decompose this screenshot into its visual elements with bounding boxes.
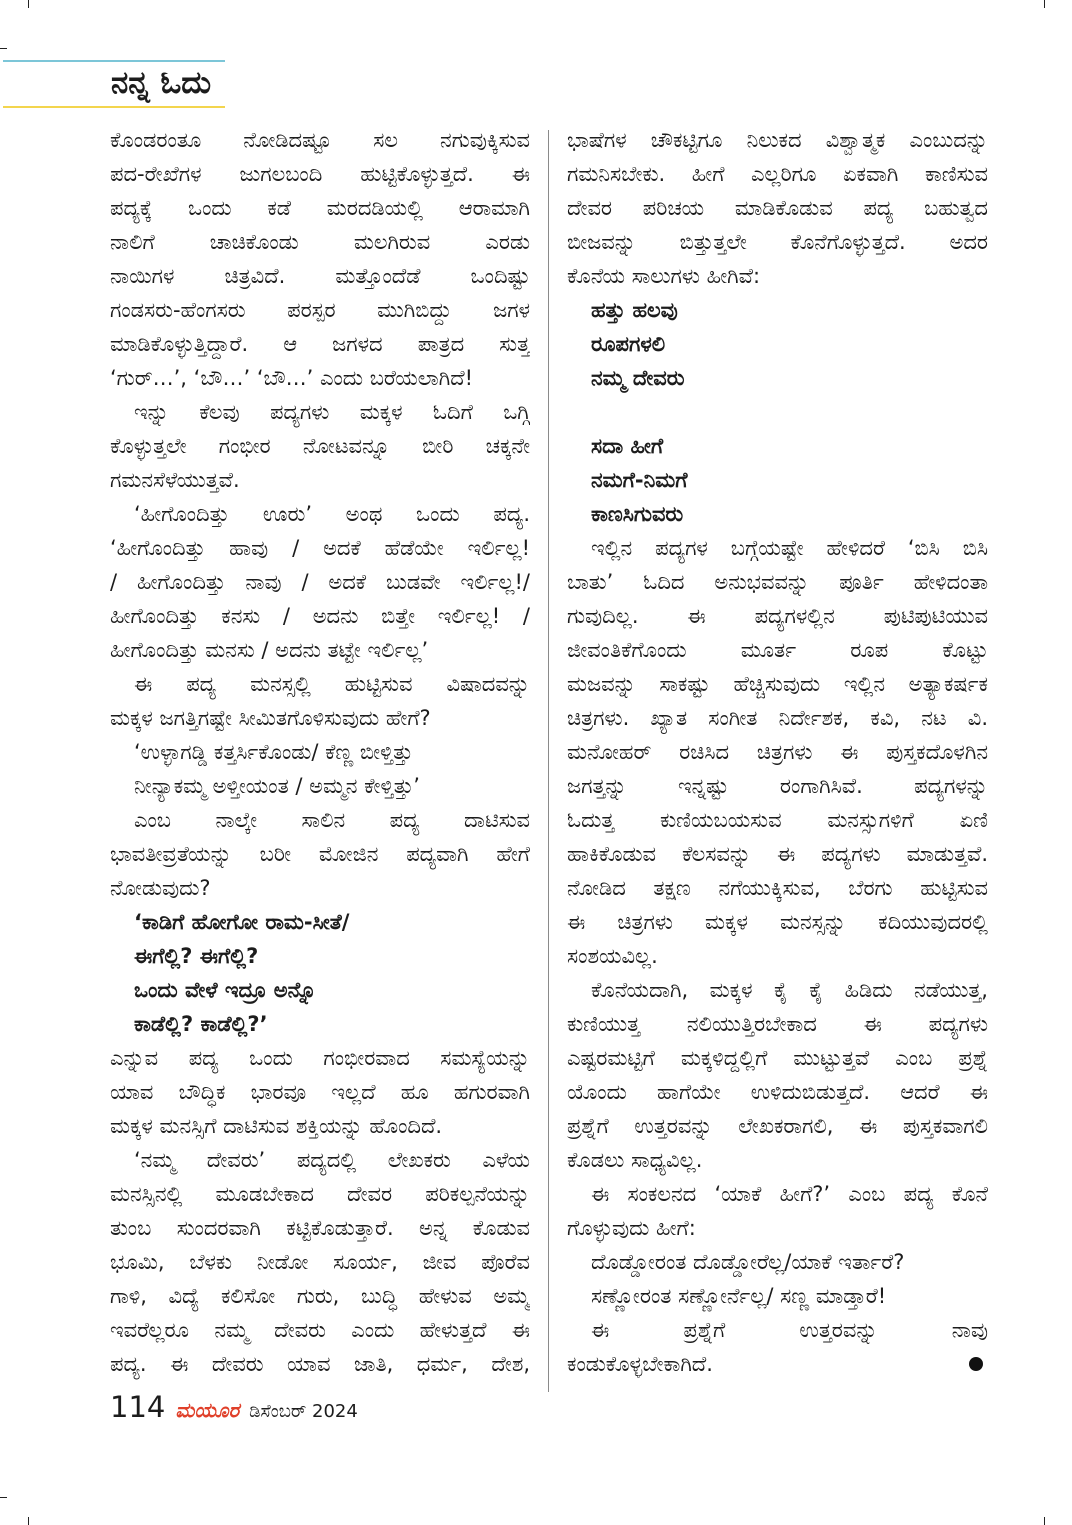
paragraph [567,531,988,973]
verse-line: ಈಗೆಲ್ಲಿ? ಈಗೆಲ್ಲಿ? [134,944,259,968]
magazine-logo: ಮಯೂರ [175,1398,240,1422]
text-line: ನಾಯಿಗಳ ಚಿತ್ರವಿದೆ. ಮತ್ತೊಂದೆಡೆ ಒಂದಿಷ್ಟು [110,264,530,288]
text-line: ಎನ್ನುವ ಪದ್ಯ ಒಂದು ಗಂಭೀರವಾದ ಸಮಸ್ಯೆಯನ್ನು [110,1046,530,1070]
text-line: ಗಮನಸೆಳೆಯುತ್ತವೆ. [110,468,240,492]
article-end-bullet-icon [969,1357,983,1371]
text-line: ‘ಹೀಗೊಂದಿತ್ತು ಹಾವು / ಅದಕೆ ಹೆಡೆಯೇ ಇರ್ಲಿಲ್ಲ! [110,536,530,560]
left-column [110,123,530,1381]
text-line: ಜಗತ್ತನ್ನು ಇನ್ನಷ್ಟು ರಂಗಾಗಿಸಿವೆ. ಪದ್ಯಗಳನ್ನು [567,774,988,798]
text-line: / ಹೀಗೊಂದಿತ್ತು ನಾವು / ಅದಕೆ ಬುಡವೇ ಇರ್ಲಿಲ್ಲ!/ [110,570,530,594]
text-line: ಮಜವನ್ನು ಸಾಕಷ್ಟು ಹೆಚ್ಚಿಸುವುದು ಇಲ್ಲಿನ ಅತ್ಯಾಕರ್ಷಕ [567,672,988,696]
text-line: ಓದುತ್ತ ಕುಣಿಯಬಯಸುವ ಮನಸ್ಸುಗಳಿಗೆ ಏಣಿ [567,808,988,832]
text-line: ಗಂಡಸರು-ಹೆಂಗಸರು ಪರಸ್ಪರ ಮುಗಿಬಿದ್ದು ಜಗಳ [110,298,530,322]
verse-line: ನೀನ್ಯಾಕಮ್ಮ ಅಳ್ತೀಯಂತ / ಅಮ್ಮನ ಕೇಳ್ತಿತ್ತು’ [134,774,420,798]
crop-mark [28,0,29,8]
crop-mark [0,1497,7,1498]
text-line: ಯೊಂದು ಹಾಗೆಯೇ ಉಳಿದುಬಿಡುತ್ತದೆ. ಆದರೆ ಈ [567,1080,988,1104]
text-line: ಗುವುದಿಲ್ಲ. ಈ ಪದ್ಯಗಳಲ್ಲಿನ ಪುಟಿಪುಟಿಯುವ [567,604,988,628]
text-line: ಬೀಜವನ್ನು ಬಿತ್ತುತ್ತಲೇ ಕೊನೆಗೊಳ್ಳುತ್ತದೆ. ಅದರ [567,230,988,254]
paragraph [110,667,530,735]
text-line: ನೋಡಿದ ತಕ್ಷಣ ನಗೆಯುಕ್ಕಿಸುವ, ಬೆರಗು ಹುಟ್ಟಿಸುವ [567,876,988,900]
text-line: ಬಾತು’ ಓದಿದ ಅನುಭವವನ್ನು ಪೂರ್ತಿ ಹೇಳಿದಂತಾ [567,570,988,594]
text-line: ಪದ್ಯಕ್ಕೆ ಒಂದು ಕಡೆ ಮರದಡಿಯಲ್ಲಿ ಆರಾಮಾಗಿ [110,196,530,220]
text-line: ಈ ಚಿತ್ರಗಳು ಮಕ್ಕಳ ಮನಸ್ಸನ್ನು ಕದಿಯುವುದರಲ್ಲಿ [567,910,988,934]
text-line: ಮಕ್ಕಳ ಮನಸ್ಸಿಗೆ ದಾಟಿಸುವ ಶಕ್ತಿಯನ್ನು ಹೊಂದಿದೆ. [110,1114,443,1138]
text-line: ನಾಲಿಗೆ ಚಾಚಿಕೊಂಡು ಮಲಗಿರುವ ಎರಡು [110,230,530,254]
text-line: ಮನಸ್ಸಿನಲ್ಲಿ ಮೂಡಬೇಕಾದ ದೇವರ ಪರಿಕಲ್ಪನೆಯನ್ನು [110,1182,530,1206]
text-line: ಭೂಮಿ, ಬೆಳಕು ನೀಡೋ ಸೂರ್ಯ, ಜೀವ ಪೊರೆವ [110,1250,530,1274]
text-line: ಎಂಬ ನಾಲ್ಕೇ ಸಾಲಿನ ಪದ್ಯ ದಾಟಿಸುವ [134,808,530,832]
text-line: ‘ಗುರ್…’, ‘ಬೌ…’ ‘ಬೌ…’ ಎಂದು ಬರೆಯಲಾಗಿದೆ! [110,366,474,390]
section-title: ನನ್ನ ಓದು [111,65,212,101]
text-line: ಈ ಪ್ರಶ್ನೆಗೆ ಉತ್ತರವನ್ನು ನಾವು [591,1318,988,1342]
verse-line: ಸದಾ ಹೀಗೆ [591,434,664,458]
verse-line: ಕಾಣಸಿಗುವರು [591,502,684,526]
verse-quote-bold [567,293,988,395]
text-line: ಯಾವ ಬೌದ್ಧಿಕ ಭಾರವೂ ಇಲ್ಲದೆ ಹೂ ಹಗುರವಾಗಿ [110,1080,530,1104]
crop-mark [28,1517,29,1525]
text-line: ಪ್ರಶ್ನೆಗೆ ಉತ್ತರವನ್ನು ಲೇಖಕರಾಗಲಿ, ಈ ಪುಸ್ತಕವಾಗಲಿ [567,1114,988,1138]
crop-mark [1044,1517,1045,1525]
verse-line: ‘ಉಳ್ಳಾಗಡ್ಡಿ ಕತ್ತರ್ಸಿಕೊಂಡು/ ಕೆಣ್ಣ ಬೀಳ್ತಿತ್ತು [134,740,413,764]
verse-quote [567,1245,988,1313]
verse-quote-bold [567,429,988,531]
text-line: ಕುಣಿಯುತ್ತ ನಲಿಯುತ್ತಿರಬೇಕಾದ ಈ ಪದ್ಯಗಳು [567,1012,988,1036]
text-line: ಹೀಗೊಂದಿತ್ತು ಮನಸು / ಅದನು ತಟ್ಟೇ ಇರ್ಲಿಲ್ಲ’ [110,638,429,662]
page-number: 114 [110,1390,166,1424]
text-line: ಗಮನಿಸಬೇಕು. ಹೀಗೆ ಎಲ್ಲರಿಗೂ ಏಕವಾಗಿ ಕಾಣಿಸುವ [567,162,988,186]
paragraph [110,1143,530,1381]
verse-line: ಕಾಡೆಲ್ಲಿ? ಕಾಡೆಲ್ಲಿ?’ [134,1012,268,1036]
verse-line: ದೊಡ್ಡೋರಂತ ದೊಡ್ಡೋರೆಲ್ಲ/ಯಾಕೆ ಇರ್ತಾರೆ? [591,1250,905,1274]
header-rule-bottom [3,106,225,108]
text-line: ಹೀಗೊಂದಿತ್ತು ಕನಸು / ಅದನು ಬಿತ್ತೇ ಇರ್ಲಿಲ್ಲ! / [110,604,530,628]
text-line: ಭಾಷೆಗಳ ಚೌಕಟ್ಟಿಗೂ ನಿಲುಕದ ವಿಶ್ವಾತ್ಮಕ ಎಂಬುದನ್ನು [567,128,988,152]
paragraph [110,803,530,905]
paragraph [567,123,988,293]
page-footer [110,1390,358,1430]
verse-quote-bold [110,905,530,1041]
text-line: ಗೊಳ್ಳುವುದು ಹೀಗೆ: [567,1216,696,1240]
text-line: ‘ಹೀಗೊಂದಿತ್ತು ಊರು’ ಅಂಥ ಒಂದು ಪದ್ಯ. [134,502,530,526]
text-line: ಎಷ್ಟರಮಟ್ಟಿಗೆ ಮಕ್ಕಳಿದ್ದಲ್ಲಿಗೆ ಮುಟ್ಟುತ್ತವೆ ಎಂಬ ಪ್ರಶ್ನೆ [567,1046,988,1070]
text-line: ಜೀವಂತಿಕೆಗೊಂದು ಮೂರ್ತ ರೂಪ ಕೊಟ್ಟು [567,638,988,662]
verse-line: ರೂಪಗಳಲಿ [591,332,666,356]
paragraph [110,123,530,395]
text-line: ಪದ-ರೇಖೆಗಳ ಜುಗಲಬಂದಿ ಹುಟ್ಟಿಕೊಳ್ಳುತ್ತದೆ. ಈ [110,162,530,186]
text-line: ಚಿತ್ರಗಳು. ಖ್ಯಾತ ಸಂಗೀತ ನಿರ್ದೇಶಕ, ಕವಿ, ನಟ ವಿ. [567,706,988,730]
text-line: ತುಂಬ ಸುಂದರವಾಗಿ ಕಟ್ಟಿಕೊಡುತ್ತಾರೆ. ಅನ್ನ ಕೊಡುವ [110,1216,530,1240]
text-line: ಈ ಸಂಕಲನದ ‘ಯಾಕೆ ಹೀಗೆ?’ ಎಂಬ ಪದ್ಯ ಕೊನೆ [591,1182,988,1206]
text-line: ಮನೋಹರ್ ರಚಿಸಿದ ಚಿತ್ರಗಳು ಈ ಪುಸ್ತಕದೊಳಗಿನ [567,740,988,764]
text-line: ಕೊನೆಯದಾಗಿ, ಮಕ್ಕಳ ಕೈ ಕೈ ಹಿಡಿದು ನಡೆಯುತ್ತ, [591,978,988,1002]
crop-mark [1044,0,1045,8]
text-line: ಕೊಳ್ಳುತ್ತಲೇ ಗಂಭೀರ ನೋಟವನ್ನೂ ಬೀರಿ ಚಕ್ಕನೇ [110,434,530,458]
column-divider [548,130,549,1392]
text-line: ಕೊನೆಯ ಸಾಲುಗಳು ಹೀಗಿವೆ: [567,264,761,288]
paragraph [567,973,988,1177]
text-line: ಮಕ್ಕಳ ಜಗತ್ತಿಗಷ್ಟೇ ಸೀಮಿತಗೊಳಿಸುವುದು ಹೇಗೆ? [110,706,431,730]
verse-line: ‘ಕಾಡಿಗೆ ಹೋಗೋ ರಾಮ-ಸೀತೆ/ [134,910,350,934]
paragraph [110,1041,530,1143]
verse-line: ಒಂದು ವೇಳೆ ಇದ್ರೂ ಅನ್ನೊ [134,978,317,1002]
verse-line: ನಮ್ಮ ದೇವರು [591,366,685,390]
paragraph [567,1313,988,1381]
verse-line: ಹತ್ತು ಹಲವು [591,298,678,322]
verse-line: ಸಣ್ಣೋರಂತ ಸಣ್ಣೋರ್ನೆಲ್ಲ/ ಸಣ್ಣ ಮಾಡ್ತಾರೆ! [591,1284,887,1308]
crop-mark [0,48,7,49]
paragraph [110,395,530,497]
text-line: ಈ ಪದ್ಯ ಮನಸ್ಸಲ್ಲಿ ಹುಟ್ಟಿಸುವ ವಿಷಾದವನ್ನು [134,672,530,696]
text-line: ದೇವರ ಪರಿಚಯ ಮಾಡಿಕೊಡುವ ಪದ್ಯ ಬಹುತ್ವದ [567,196,988,220]
text-line: ಇನ್ನು ಕೆಲವು ಪದ್ಯಗಳು ಮಕ್ಕಳ ಓದಿಗೆ ಒಗ್ಗಿ [134,400,530,424]
verse-quote [110,735,530,803]
right-column [567,123,988,1381]
text-line: ಪದ್ಯ. ಈ ದೇವರು ಯಾವ ಜಾತಿ, ಧರ್ಮ, ದೇಶ, [110,1352,530,1376]
text-line: ಗಾಳಿ, ವಿದ್ಯೆ ಕಲಿಸೋ ಗುರು, ಬುದ್ಧಿ ಹೇಳುವ ಅಮ್ಮ [110,1284,530,1308]
text-line: ಸಂಶಯವಿಲ್ಲ. [567,944,658,968]
issue-date: ಡಿಸೆಂಬರ್ 2024 [249,1401,358,1422]
verse-line: ನಮಗೆ-ನಿಮಗೆ [591,468,688,492]
text-line: ಇವರೆಲ್ಲರೂ ನಮ್ಮ ದೇವರು ಎಂದು ಹೇಳುತ್ತದೆ ಈ [110,1318,530,1342]
text-line: ನೋಡುವುದು? [110,876,211,900]
stanza-gap [567,395,988,429]
text-line: ಕಂಡುಕೊಳ್ಳಬೇಕಾಗಿದೆ. [567,1352,713,1376]
text-line: ಕೊಂಡರಂತೂ ನೋಡಿದಷ್ಟೂ ಸಲ ನಗುವುಕ್ಕಿಸುವ [110,128,530,152]
text-line: ‘ನಮ್ಮ ದೇವರು’ ಪದ್ಯದಲ್ಲಿ ಲೇಖಕರು ಎಳೆಯ [134,1148,530,1172]
text-line: ಭಾವತೀವ್ರತೆಯನ್ನು ಬರೀ ಮೋಜಿನ ಪದ್ಯವಾಗಿ ಹೇಗೆ [110,842,530,866]
paragraph [110,497,530,667]
text-line: ಕೊಡಲು ಸಾಧ್ಯವಿಲ್ಲ. [567,1148,703,1172]
text-line: ಮಾಡಿಕೊಳ್ಳುತ್ತಿದ್ದಾರೆ. ಆ ಜಗಳದ ಪಾತ್ರದ ಸುತ್ತ [110,332,530,356]
text-line: ಇಲ್ಲಿನ ಪದ್ಯಗಳ ಬಗ್ಗೆಯಷ್ಟೇ ಹೇಳಿದರೆ ‘ಬಿಸಿ ಬಿಸಿ [591,536,988,560]
paragraph [567,1177,988,1245]
text-line: ಹಾಕಿಕೊಡುವ ಕೆಲಸವನ್ನು ಈ ಪದ್ಯಗಳು ಮಾಡುತ್ತವೆ. [567,842,988,866]
